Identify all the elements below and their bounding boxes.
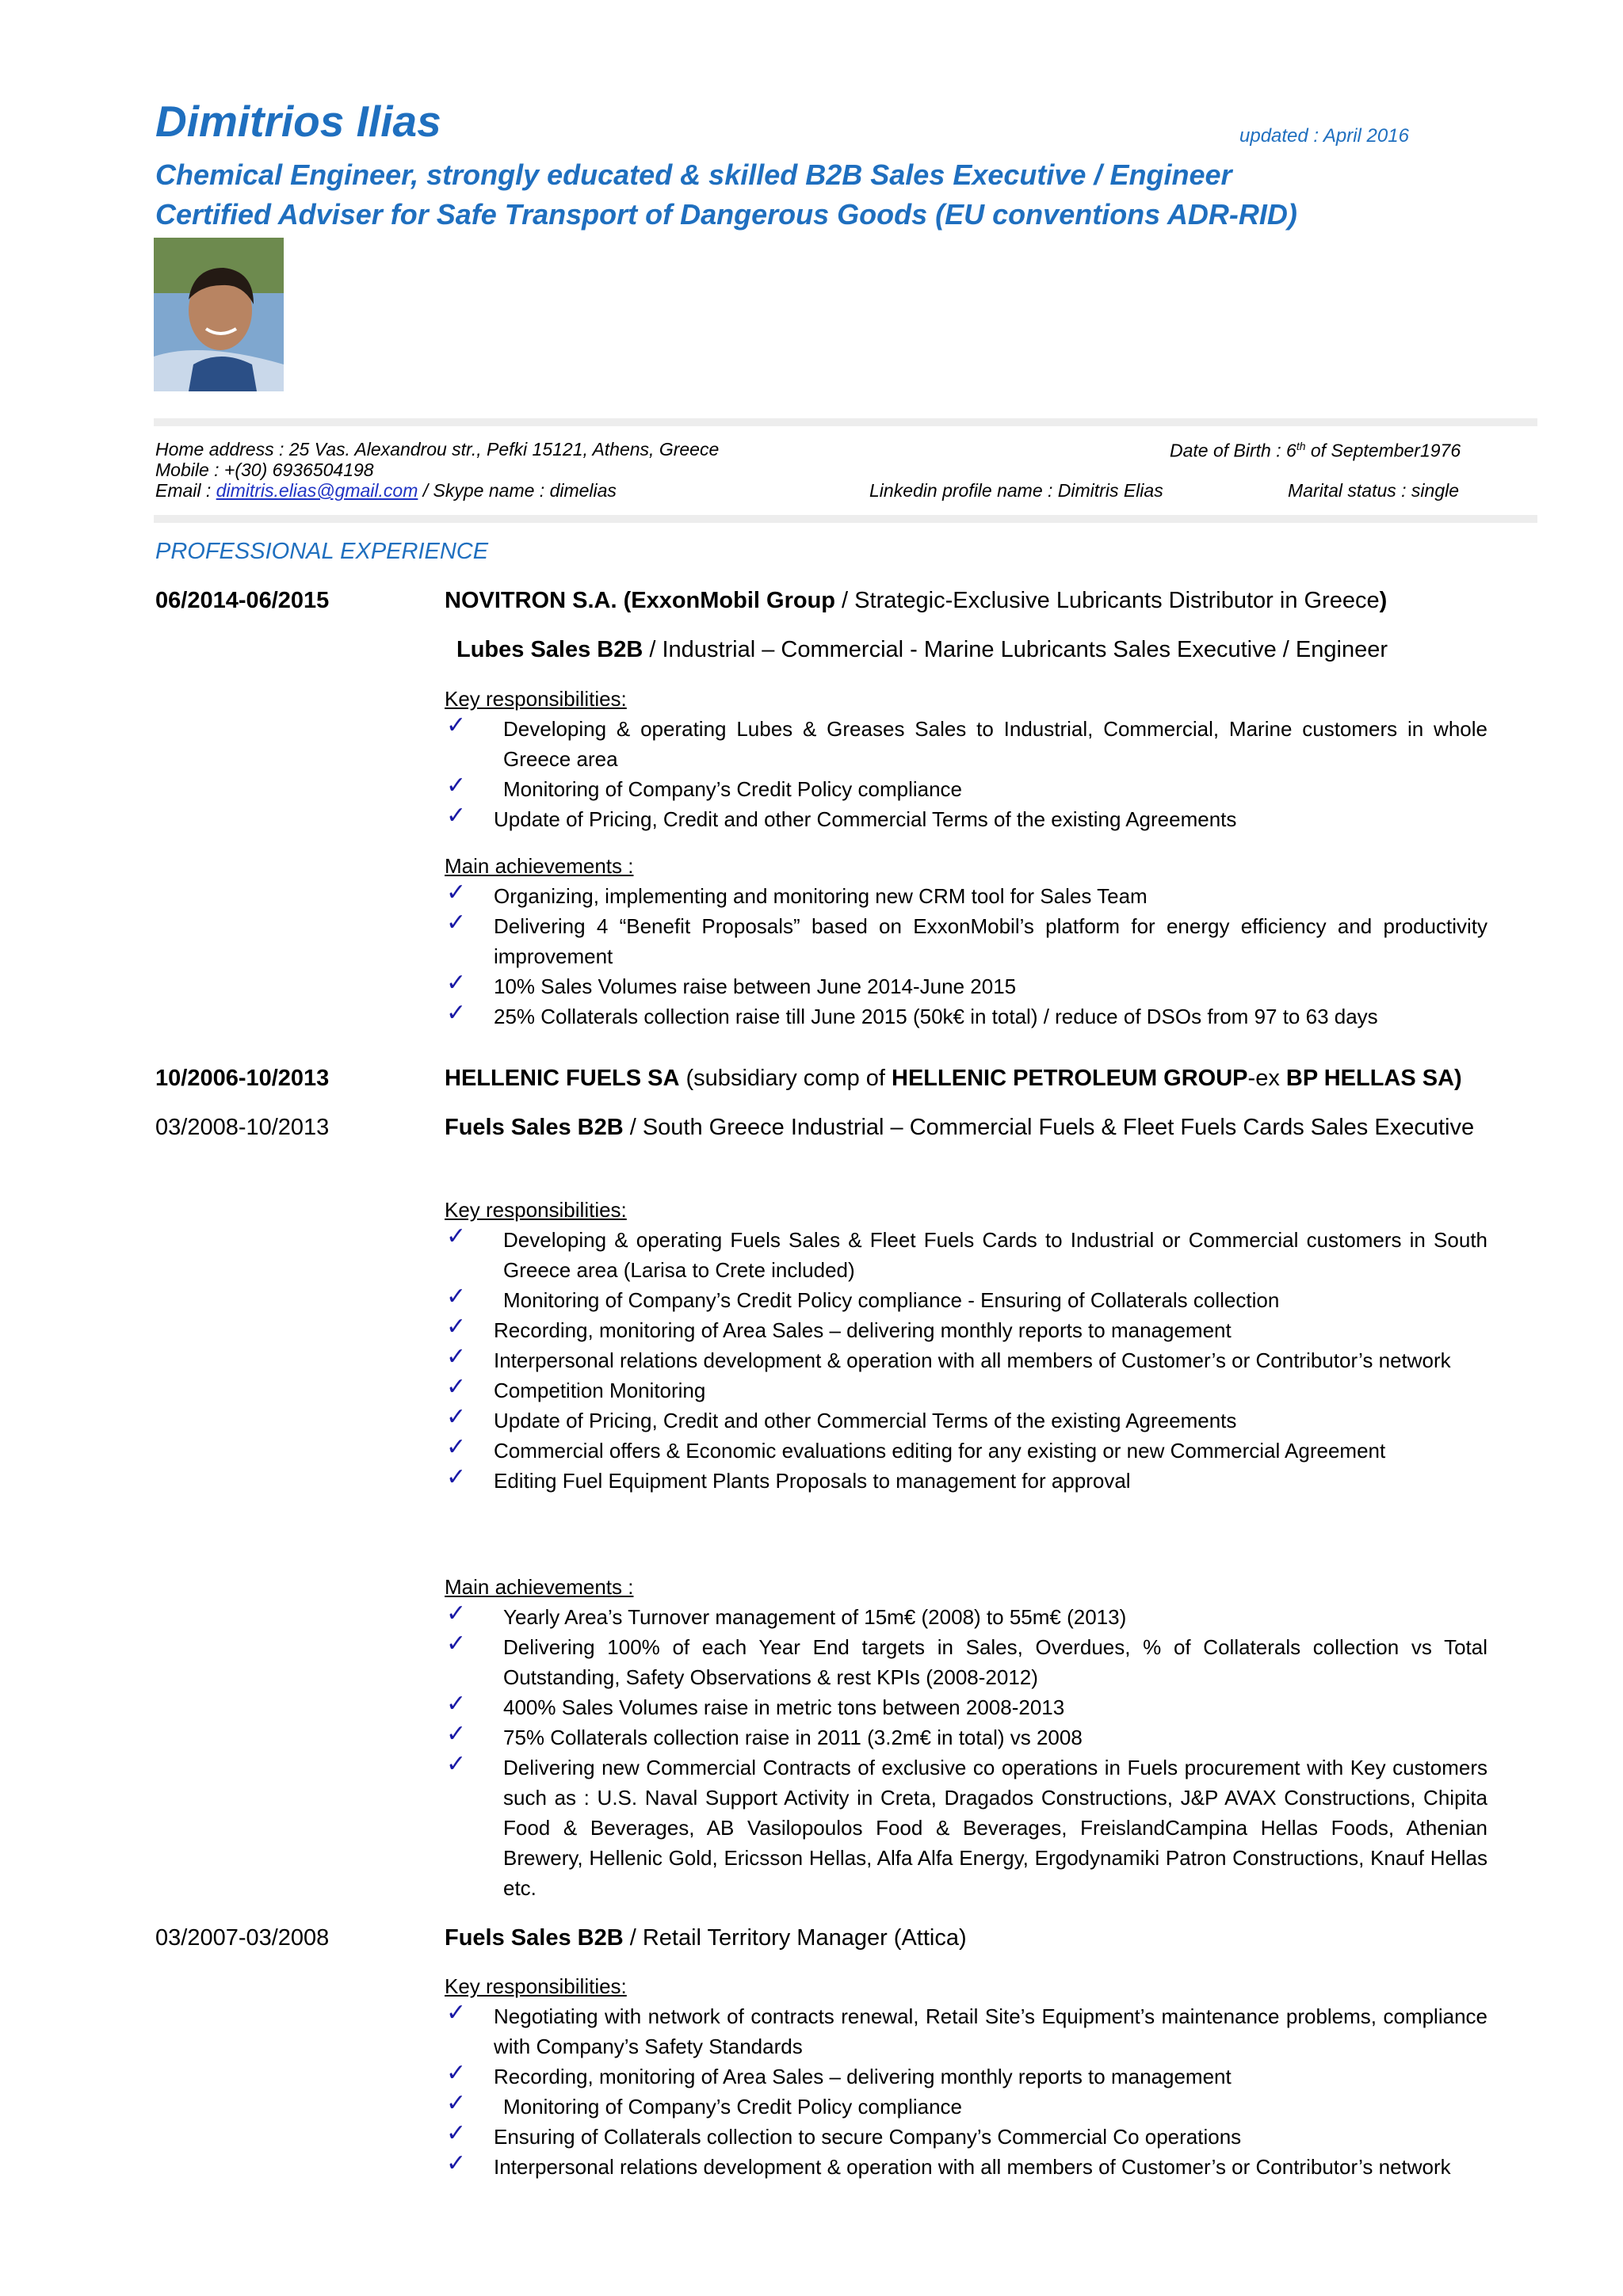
list-item: ✓ Update of Pricing, Credit and other Commercial Terms of the existing Agreements: [446, 1404, 1237, 1432]
list-item: ✓ Monitoring of Company’s Credit Policy compliance: [446, 2090, 962, 2119]
check-icon: ✓: [446, 1600, 467, 1627]
list-item: ✓ Interpersonal relations development & operation with all members of Customer’s or Contributor’s network: [446, 1344, 1451, 1372]
list-item: ✓ Update of Pricing, Credit and other Commercial Terms of the existing Agreements: [446, 803, 1237, 831]
check-icon: ✓: [446, 1630, 467, 1657]
email-line: Email : dimitris.elias@gmail.com / Skype name : dimelias: [155, 480, 617, 501]
marital-status: Marital status : single: [1288, 480, 1460, 501]
check-icon: ✓: [446, 2090, 467, 2116]
check-icon: ✓: [446, 1751, 467, 1777]
job1-ach-list: [445, 881, 1487, 1032]
job1-role: Lubes Sales B2B / Industrial – Commercial - Marine Lubricants Sales Executive / Engineer: [456, 637, 1388, 662]
list-item: ✓ 25% Collaterals collection raise till June 2015 (50k€ in total) / reduce of DSOs from 97 to 63 days: [446, 1000, 1378, 1028]
check-icon: ✓: [446, 1223, 467, 1249]
list-item: ✓ 75% Collaterals collection raise in 2011 (3.2m€ in total) vs 2008: [446, 1721, 1083, 1749]
headline-title: Chemical Engineer, strongly educated & skilled B2B Sales Executive / Engineer: [155, 158, 1232, 191]
check-icon: ✓: [446, 2060, 467, 2086]
list-item: ✓ Recording, monitoring of Area Sales – delivering monthly reports to management: [446, 2060, 1232, 2088]
date-of-birth: Date of Birth : 6th of September1976: [1170, 440, 1461, 461]
list-item: ✓ Interpersonal relations development & operation with all members of Customer’s or Contributor’s network: [446, 2150, 1451, 2179]
profile-photo: [154, 238, 284, 391]
job1-resp-title: Key responsibilities:: [445, 687, 627, 711]
list-item: ✓ Negotiating with network of contracts renewal, Retail Site’s Equipment’s maintenance problems, compliance with Company’s Safety Standards: [446, 2000, 1487, 2058]
list-item: ✓ Developing & operating Lubes & Greases Sales to Industrial, Commercial, Marine customers in whole Greece area: [446, 712, 1487, 771]
list-item: ✓ Monitoring of Company’s Credit Policy compliance - Ensuring of Collaterals collection: [446, 1283, 1280, 1312]
list-item: ✓ 10% Sales Volumes raise between June 2014-June 2015: [446, 970, 1017, 998]
check-icon: ✓: [446, 2150, 467, 2176]
check-icon: ✓: [446, 1464, 467, 1490]
job2b-role: Fuels Sales B2B / Retail Territory Manager (Attica): [445, 1925, 967, 1951]
job1-ach-title: Main achievements :: [445, 854, 634, 878]
divider-bottom: [154, 515, 1537, 523]
check-icon: ✓: [446, 1374, 467, 1400]
linkedin-name: Linkedin profile name : Dimitris Elias: [869, 480, 1163, 501]
job2b-date: 03/2007-03/2008: [155, 1925, 330, 1951]
list-item: ✓ Developing & operating Fuels Sales & Fleet Fuels Cards to Industrial or Commercial customers in South Greece area (Larisa to Crete included): [446, 1223, 1487, 1282]
check-icon: ✓: [446, 970, 467, 996]
list-item: ✓ Delivering 4 “Benefit Proposals” based on ExxonMobil’s platform for energy efficiency and productivity improvement: [446, 910, 1487, 968]
list-item: ✓ Yearly Area’s Turnover management of 15m€ (2008) to 55m€ (2013): [446, 1600, 1127, 1629]
list-item: ✓ Editing Fuel Equipment Plants Proposals to management for approval: [446, 1464, 1131, 1493]
check-icon: ✓: [446, 879, 467, 906]
candidate-name: Dimitrios Ilias: [155, 97, 441, 146]
home-address: Home address : 25 Vas. Alexandrou str., Pefki 15121, Athens, Greece: [155, 439, 720, 460]
check-icon: ✓: [446, 1344, 467, 1370]
check-icon: ✓: [446, 910, 467, 936]
job2-date: 10/2006-10/2013: [155, 1066, 330, 1091]
section-title: PROFESSIONAL EXPERIENCE: [155, 539, 489, 564]
check-icon: ✓: [446, 1434, 467, 1460]
list-item: ✓ Competition Monitoring: [446, 1374, 706, 1402]
list-item: ✓ 400% Sales Volumes raise in metric tons between 2008-2013: [446, 1691, 1065, 1719]
check-icon: ✓: [446, 803, 467, 829]
list-item: ✓ Recording, monitoring of Area Sales – delivering monthly reports to management: [446, 1314, 1232, 1342]
job2a-resp-list: [445, 1225, 1487, 1496]
email-link[interactable]: dimitris.elias@gmail.com: [216, 480, 418, 501]
divider-top: [154, 418, 1537, 426]
list-item: ✓ Commercial offers & Economic evaluations editing for any existing or new Commercial Agreement: [446, 1434, 1386, 1463]
job2b-resp-title: Key responsibilities:: [445, 1974, 627, 1998]
job2a-ach-list: [445, 1602, 1487, 1903]
job2b-resp-list: [445, 2001, 1487, 2182]
list-item: ✓ Monitoring of Company’s Credit Policy compliance: [446, 772, 962, 801]
check-icon: ✓: [446, 2120, 467, 2146]
check-icon: ✓: [446, 1691, 467, 1717]
check-icon: ✓: [446, 1404, 467, 1430]
check-icon: ✓: [446, 1000, 467, 1026]
job1-resp-list: [445, 714, 1487, 834]
check-icon: ✓: [446, 1314, 467, 1340]
check-icon: ✓: [446, 712, 467, 738]
job2a-date: 03/2008-10/2013: [155, 1115, 330, 1140]
job2a-ach-title: Main achievements :: [445, 1575, 634, 1599]
job2-company: HELLENIC FUELS SA (subsidiary comp of HELLENIC PETROLEUM GROUP-ex BP HELLAS SA): [445, 1066, 1462, 1091]
job2a-role: Fuels Sales B2B / South Greece Industrial – Commercial Fuels & Fleet Fuels Cards Sales Executive: [445, 1115, 1475, 1140]
updated-date: updated : April 2016: [1239, 125, 1409, 147]
job1-date: 06/2014-06/2015: [155, 588, 330, 613]
certification-title: Certified Adviser for Safe Transport of Dangerous Goods (EU conventions ADR-RID): [155, 198, 1297, 231]
job2a-resp-title: Key responsibilities:: [445, 1198, 627, 1222]
check-icon: ✓: [446, 1721, 467, 1747]
list-item: ✓ Delivering 100% of each Year End targets in Sales, Overdues, % of Collaterals collection vs Total Outstanding, Safety Observations & rest KPIs (2008-2012): [446, 1630, 1487, 1689]
check-icon: ✓: [446, 772, 467, 799]
list-item: ✓ Ensuring of Collaterals collection to secure Company’s Commercial Co operations: [446, 2120, 1242, 2149]
check-icon: ✓: [446, 1283, 467, 1310]
list-item: ✓ Delivering new Commercial Contracts of exclusive co operations in Fuels procurement with Key customers such as : U.S. Naval Support Activity in Creta, Dragados Constructions, J&P AVAX Constructions, Chipita Food & Beverages, AB Vasilopoulos Food & Beverages, FreislandCampina Hellas Foods, Athenian Brewery, Hellenic Gold, Ericsson Hellas, Alfa Alfa Energy, Ergodynamiki Patron Constructions, Knauf Hellas etc.: [446, 1751, 1487, 1900]
mobile-number: Mobile : +(30) 6936504198: [155, 460, 374, 480]
list-item: ✓ Organizing, implementing and monitoring new CRM tool for Sales Team: [446, 879, 1148, 908]
check-icon: ✓: [446, 2000, 467, 2026]
job1-company: NOVITRON S.A. (ExxonMobil Group / Strategic-Exclusive Lubricants Distributor in Greece): [445, 588, 1388, 613]
